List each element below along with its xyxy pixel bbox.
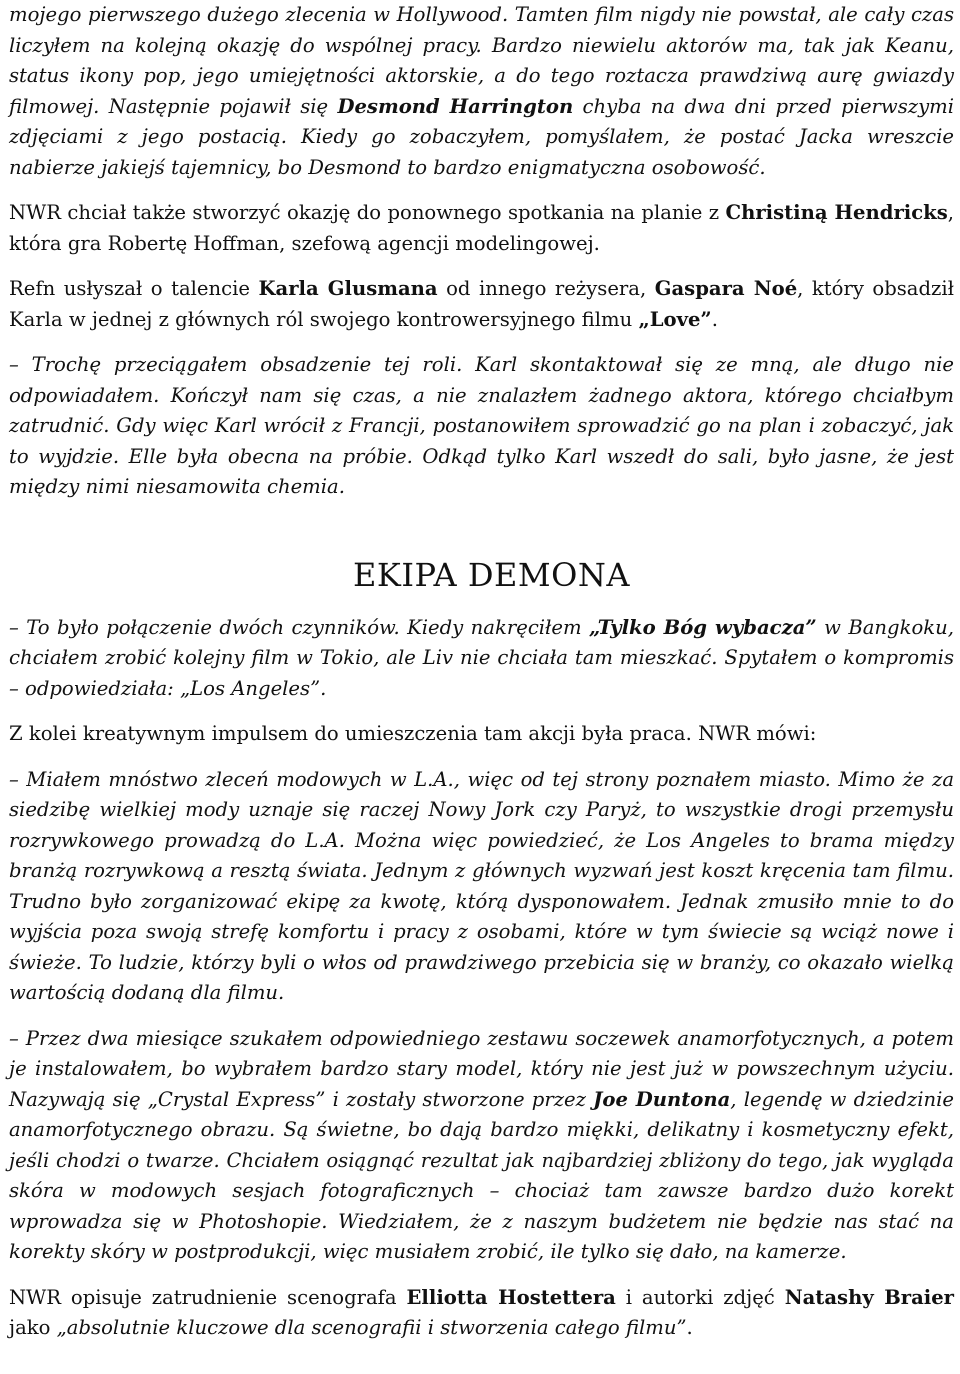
paragraph-christina-hendricks — [9, 198, 954, 259]
section-heading: EKIPA DEMONA — [353, 555, 630, 594]
person-name: Desmond Harrington — [337, 94, 574, 118]
person-name: Joe Duntona — [593, 1087, 731, 1111]
text: i autorki zdjęć — [615, 1285, 785, 1309]
quote-paragraph-los-angeles — [9, 765, 954, 1009]
paragraph-crew — [9, 1283, 954, 1344]
text: NWR opisuje zatrudnienie scenografa — [9, 1285, 407, 1309]
text: . — [711, 307, 718, 331]
quote-text: „absolutnie kluczowe dla scenografii i stworzenia całego filmu” — [56, 1316, 687, 1339]
text: NWR chciał także stworzyć okazję do ponownego spotkania na planie z — [9, 201, 726, 224]
person-name: Natashy Braier — [784, 1285, 955, 1309]
film-title: „Tylko Bóg wybacza” — [589, 615, 817, 639]
text: w Bangkoku, chciałem zrobić kolejny film w Tokio, ale Liv nie chciała tam mieszkać. Spytałem o kompromis – odpowiedziała: „Los Angeles”. — [9, 615, 954, 700]
text: – Miałem mnóstwo zleceń modowych w L.A., więc od tej strony poznałem miasto. Mimo że za siedzibę wielkiej mody uznaje się raczej Nowy Jork czy Paryż, to wszystkie drogi przemysłu rozrywkowego prowadzą do L.A. Można więc powiedzieć, że Los Angeles to brama między branżą rozrywkową a resztą świata. Jednym z głównych wyzwań jest koszt kręcenia tam filmu. Trudno było zorganizować ekipę za kwotę, którą dysponowałem. Jednak zmusiło mnie to do wyjścia poza swoją strefę komfortu i pracy z osobami, które w tym świecie są wciąż nowe i świeże. To ludzie, którzy byli o włos od prawdziwego przebicia się w branży, co okazało wielką wartością dodaną dla filmu. — [9, 767, 954, 1004]
text: Z kolei kreatywnym impulsem do umieszczenia tam akcji była praca. NWR mówi: — [9, 722, 817, 745]
text: , która gra Robertę Hoffman, szefową agencji modelingowej. — [9, 201, 954, 255]
person-name: Elliotta Hostettera — [406, 1285, 616, 1309]
text: . — [686, 1316, 693, 1339]
text: mojego pierwszego dużego zlecenia w Hollywood. Tamten film nigdy nie powstał, ale cały czas liczyłem na kolejną okazję do wspólnej pracy. Bardzo niewielu aktorów ma, tak jak Keanu, status ikony pop, jego umiejętności aktorskie, a do tego roztacza prawdziwą aurę gwiazdy filmowej. Następnie pojawił się — [9, 3, 954, 118]
text: jako — [9, 1316, 57, 1339]
quote-paragraph-casting — [9, 350, 954, 503]
person-name: Karla Glusmana — [258, 277, 438, 300]
film-title: „Love” — [638, 307, 712, 331]
document-page — [9, 0, 954, 1344]
text: , który obsadził Karla w jednej z głównych ról swojego kontrowersyjnego filmu — [9, 277, 954, 331]
person-name: Christiną Hendricks — [725, 201, 948, 224]
paragraph-intro-nwr — [9, 719, 954, 750]
text: – Przez dwa miesiące szukałem odpowiedniego zestawu soczewek anamorfotycznych, a potem je instalowałem, bo wybrałem bardzo stary model, który nie jest już w powszechnym użyciu. Nazywają się „Crystal Express” i zostały stworzone przez — [9, 1026, 954, 1111]
quote-paragraph-location — [9, 613, 954, 705]
text: – To było połączenie dwóch czynników. Kiedy nakręciłem — [9, 615, 590, 639]
text: chyba na dwa dni przed pierwszymi zdjęciami z jego postacią. Kiedy go zobaczyłem, pomyślałem, że postać Jacka wreszcie nabierze jakiejś tajemnicy, bo Desmond to bardzo enigmatyczna osobowość. — [9, 94, 954, 179]
text: , legendę w dziedzinie anamorfotycznego obrazu. Są świetne, bo dają bardzo miękki, delikatny i kosmetyczny efekt, jeśli chodzi o twarze. Chciałem osiągnąć rezultat jak najbardziej zbliżony do tego, jak wygląda skóra w modowych sesjach fotograficznych – chociaż tam zawsze bardzo dużo korekt wprowadza się w Photoshopie. Wiedziałem, że z naszym budżetem nie będzie nas stać na korekty skóry w postprodukcji, więc musiałem zrobić, ile tylko się dało, na kamerze. — [9, 1087, 954, 1263]
text: – Trochę przeciągałem obsadzenie tej roli. Karl skontaktował się ze mną, ale długo nie odpowiadałem. Kończył nam się czas, a nie znalazłem żadnego aktora, którego chciałbym zatrudnić. Gdy więc Karl wrócił z Francji, postanowiłem sprowadzić go na plan i zobaczyć, jak to wyjdzie. Elle była obecna na próbie. Odkąd tylko Karl wszedł do sali, było jasne, że jest między nimi niesamowita chemia. — [9, 353, 954, 498]
paragraph-desmond-harrington — [9, 0, 954, 183]
text: od innego reżysera, — [437, 277, 655, 300]
paragraph-karl-glusman — [9, 274, 954, 335]
quote-paragraph-lenses — [9, 1024, 954, 1268]
text: Refn usłyszał o talencie — [9, 277, 259, 300]
person-name: Gaspara Noé — [654, 277, 798, 300]
